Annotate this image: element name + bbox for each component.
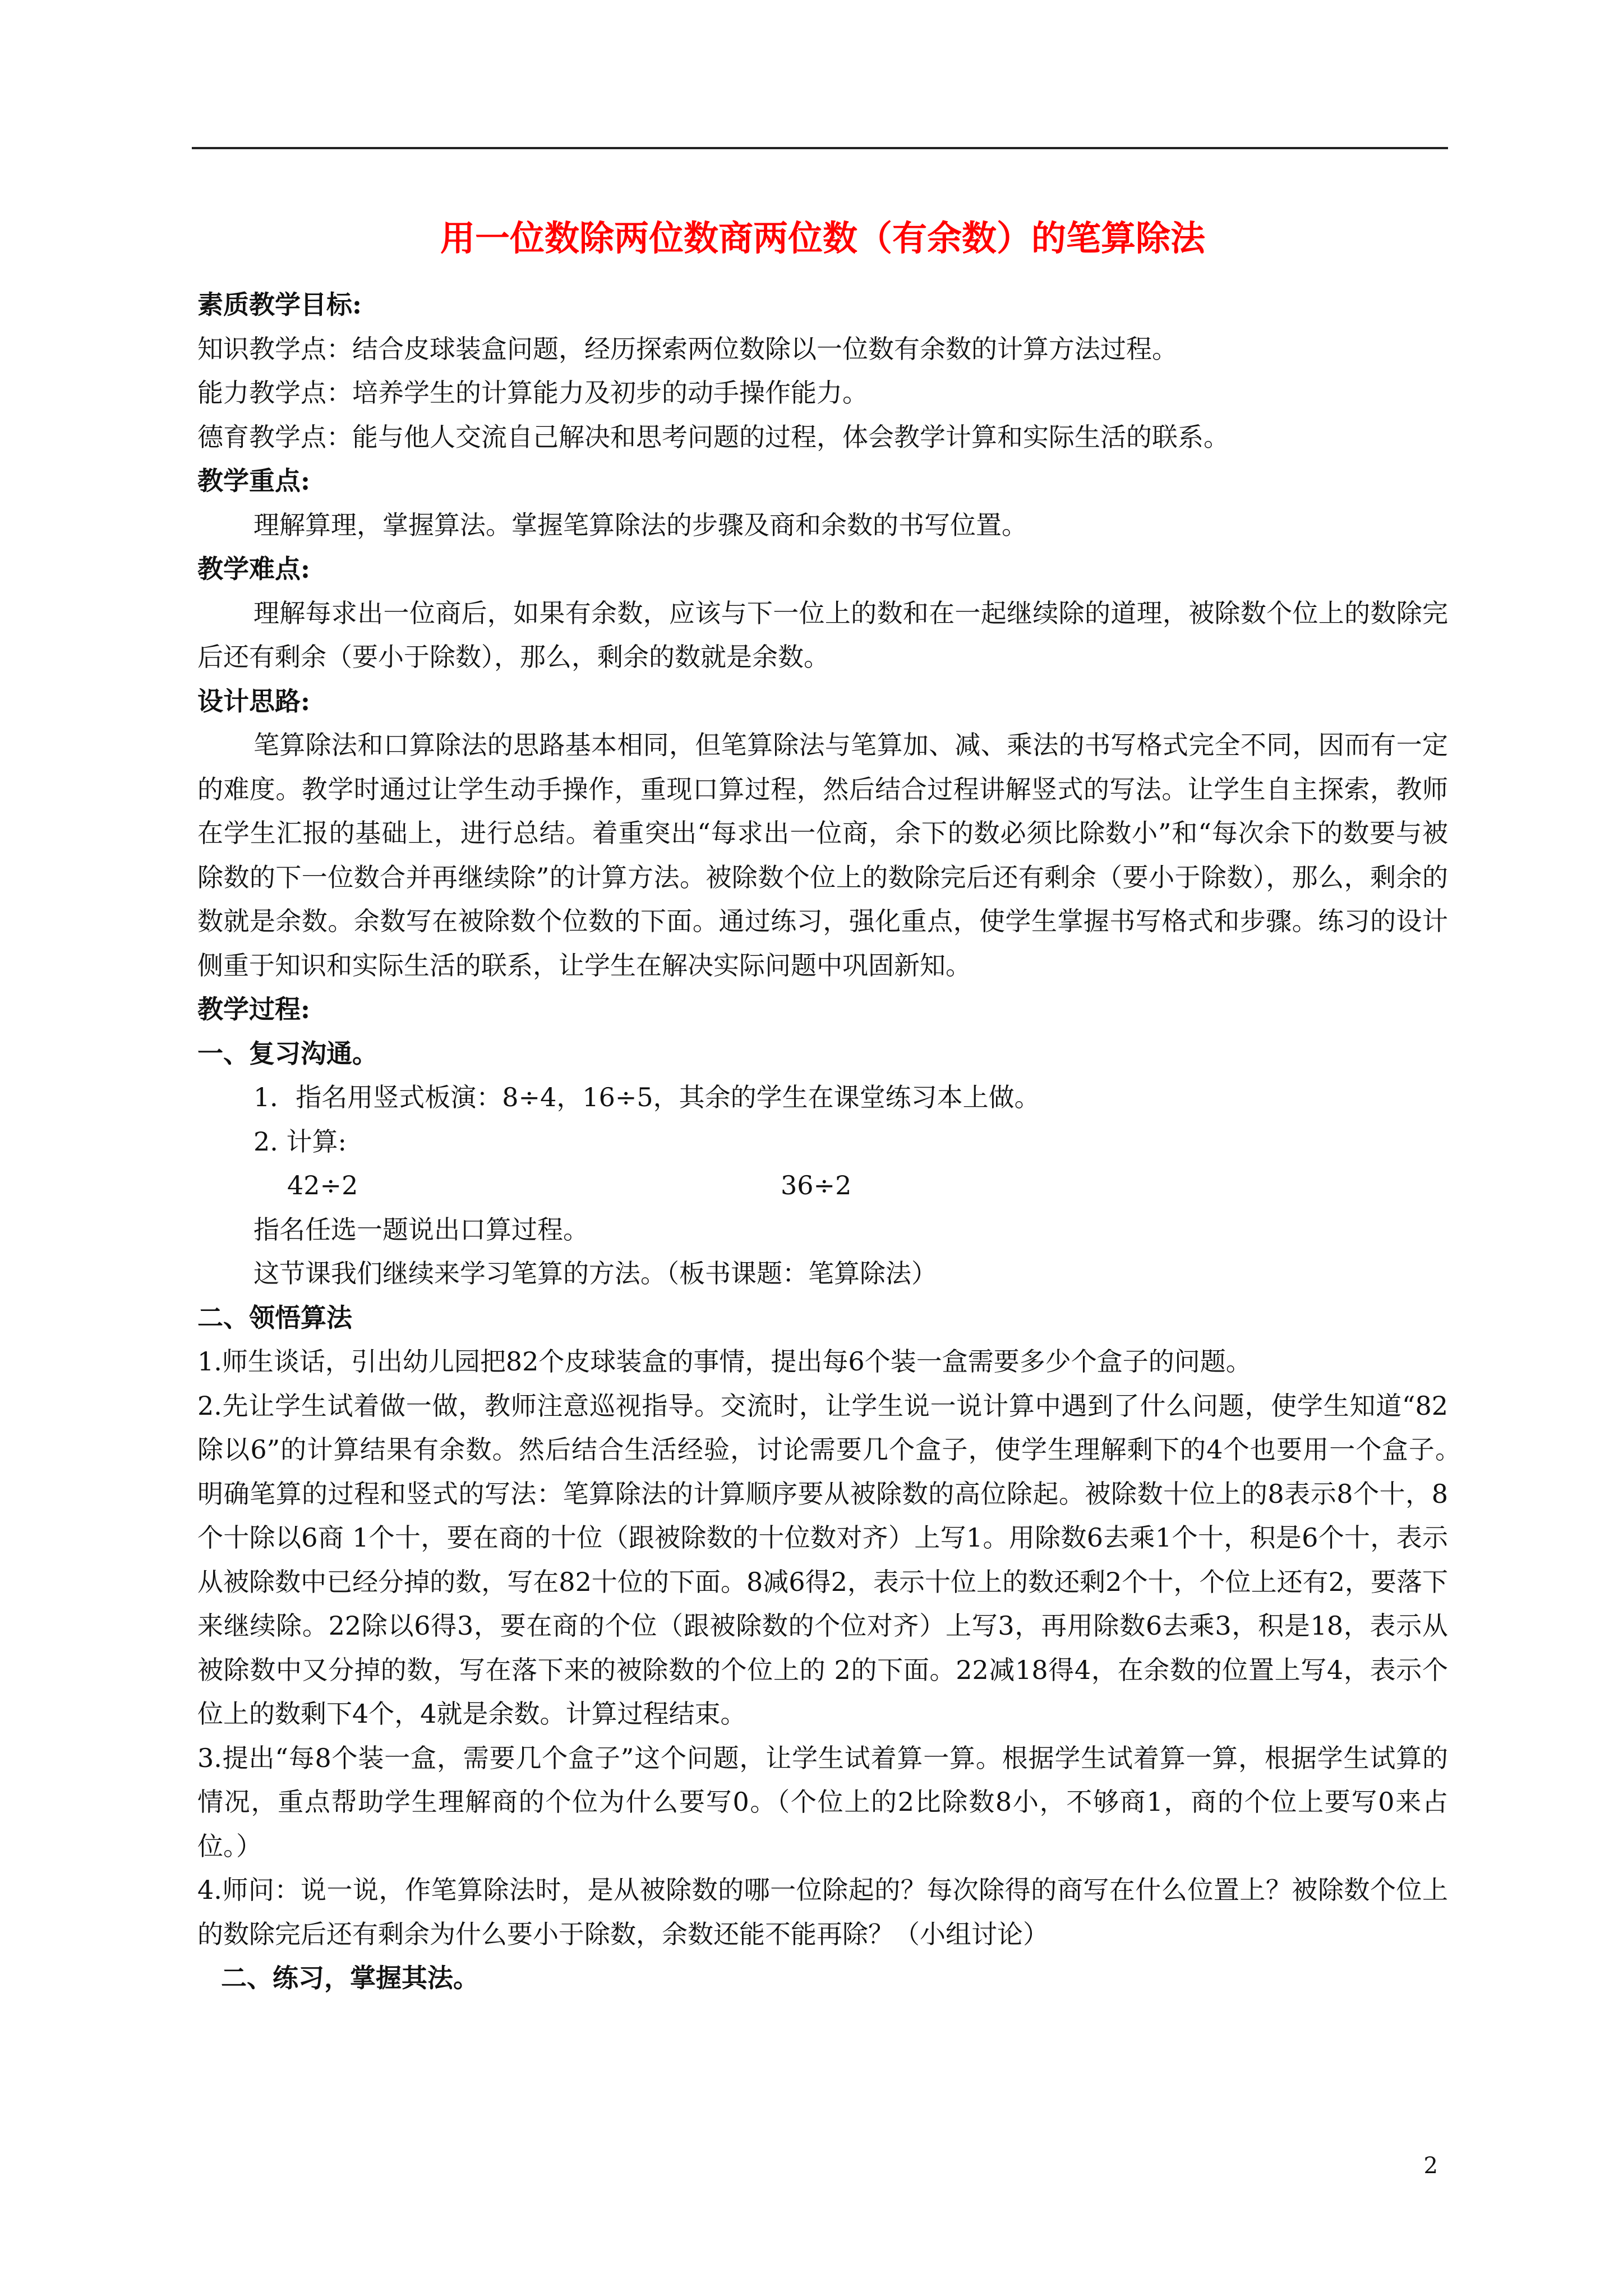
design-text: 笔算除法和口算除法的思路基本相同，但笔算除法与笔算加、减、乘法的书写格式完全不同，因而有一定的难度。教学时通过让学生动手操作，重现口算过程，然后结合过程讲解竖式的写法。让学生自主探索，教师在学生汇报的基础上，进行总结。着重突出“每求出一位商，余下的数必须比除数小”和“每次余下的数要与被除数的下一位数合并再继续除”的计算方法。被除数个位上的数除完后还有剩余（要小于除数），那么，剩余的数就是余数。余数写在被除数个位数的下面。通过练习，强化重点，使学生掌握书写格式和步骤。练习的设计侧重于知识和实际生活的联系，让学生在解决实际问题中巩固新知。 <box>197 730 1448 981</box>
goal-knowledge: 知识教学点：结合皮球装盒问题，经历探索两位数除以一位数有余数的计算方法过程。 <box>197 333 1178 364</box>
section2-p1: 1.师生谈话，引出幼儿园把82个皮球装盒的事情，提出每6个装一盒需要多少个盒子的问题。 <box>197 1346 1252 1377</box>
section2-p4: 4.师问：说一说，作笔算除法时，是从被除数的哪一位除起的？每次除得的商写在什么位置上？被除数个位上的数除完后还有剩余为什么要小于除数，余数还能不能再除？（小组讨论） <box>197 1875 1448 1949</box>
section1-item1: 1．指名用竖式板演：8÷4，16÷5，其余的学生在课堂练习本上做。 <box>253 1082 1040 1112</box>
document-title: 用一位数除两位数商两位数（有余数）的笔算除法 <box>440 218 1205 259</box>
difficulties-text: 理解每求出一位商后，如果有余数，应该与下一位上的数和在一起继续除的道理，被除数个位上的数除完后还有剩余（要小于除数），那么，剩余的数就是余数。 <box>197 597 1448 672</box>
key-points-text: 理解算理，掌握算法。掌握笔算除法的步骤及商和余数的书写位置。 <box>253 509 1027 540</box>
section3-heading: 二、练习，掌握其法。 <box>221 1963 479 1993</box>
section1-heading: 一、复习沟通。 <box>197 1038 378 1069</box>
calc-row <box>197 1163 1448 1208</box>
process-heading: 教学过程: <box>197 994 310 1024</box>
section1-item2: 2. 计算: <box>253 1126 347 1157</box>
difficulties-heading: 教学难点: <box>197 554 310 584</box>
header-rule <box>192 147 1448 149</box>
goal-ability: 能力教学点：培养学生的计算能力及初步的动手操作能力。 <box>197 378 868 408</box>
key-points-heading: 教学重点: <box>197 466 310 496</box>
page-number: 2 <box>1423 2153 1438 2179</box>
document-page <box>197 213 1474 2000</box>
calc-b: 36÷2 <box>781 1170 852 1200</box>
section1-line4: 这节课我们继续来学习笔算的方法。（板书课题：笔算除法） <box>253 1258 937 1289</box>
goals-heading: 素质教学目标: <box>197 289 362 320</box>
calc-a: 42÷2 <box>287 1170 358 1200</box>
section2-heading: 二、领悟算法 <box>197 1302 352 1333</box>
section2-p3: 3.提出“每8个装一盒，需要几个盒子”这个问题，让学生试着算一算。根据学生试着算一算，根据学生试算的情况，重点帮助学生理解商的个位为什么要写0。（个位上的2比除数8小，不够商1，商的个位上要写0来占位。） <box>197 1742 1448 1861</box>
section1-line3: 指名任选一题说出口算过程。 <box>253 1214 589 1245</box>
section2-p2: 2.先让学生试着做一做，教师注意巡视指导。交流时，让学生说一说计算中遇到了什么问题，使学生知道“82除以6”的计算结果有余数。然后结合生活经验，讨论需要几个盒子，使学生理解剩下的4个也要用一个盒子。 明确笔算的过程和竖式的写法：笔算除法的计算顺序要从被除数的高位除起。被除数十位上的8表示8个十，8个十除以6商 1个十，要在商的十位（跟被除数的十位数对齐）上写1。用除数6去乘1个十，积是6个十，表示从被除数中已经分掉的数，写在82十位的下面。8减6得2，表示十位上的数还剩2个十，个位上还有2，要落下来继续除。22除以6得3，要在商的个位（跟被除数的个位对齐）上写3，再用除数6去乘3，积是18，表示从被除数中又分掉的数，写在落下来的被除数的个位上的 2的下面。22减18得4，在余数的位置上写4，表示个位上的数剩下4个，4就是余数。计算过程结束。 <box>197 1390 1474 1729</box>
goal-moral: 德育教学点：能与他人交流自己解决和思考问题的过程，体会教学计算和实际生活的联系。 <box>197 421 1229 452</box>
design-heading: 设计思路: <box>197 685 310 716</box>
